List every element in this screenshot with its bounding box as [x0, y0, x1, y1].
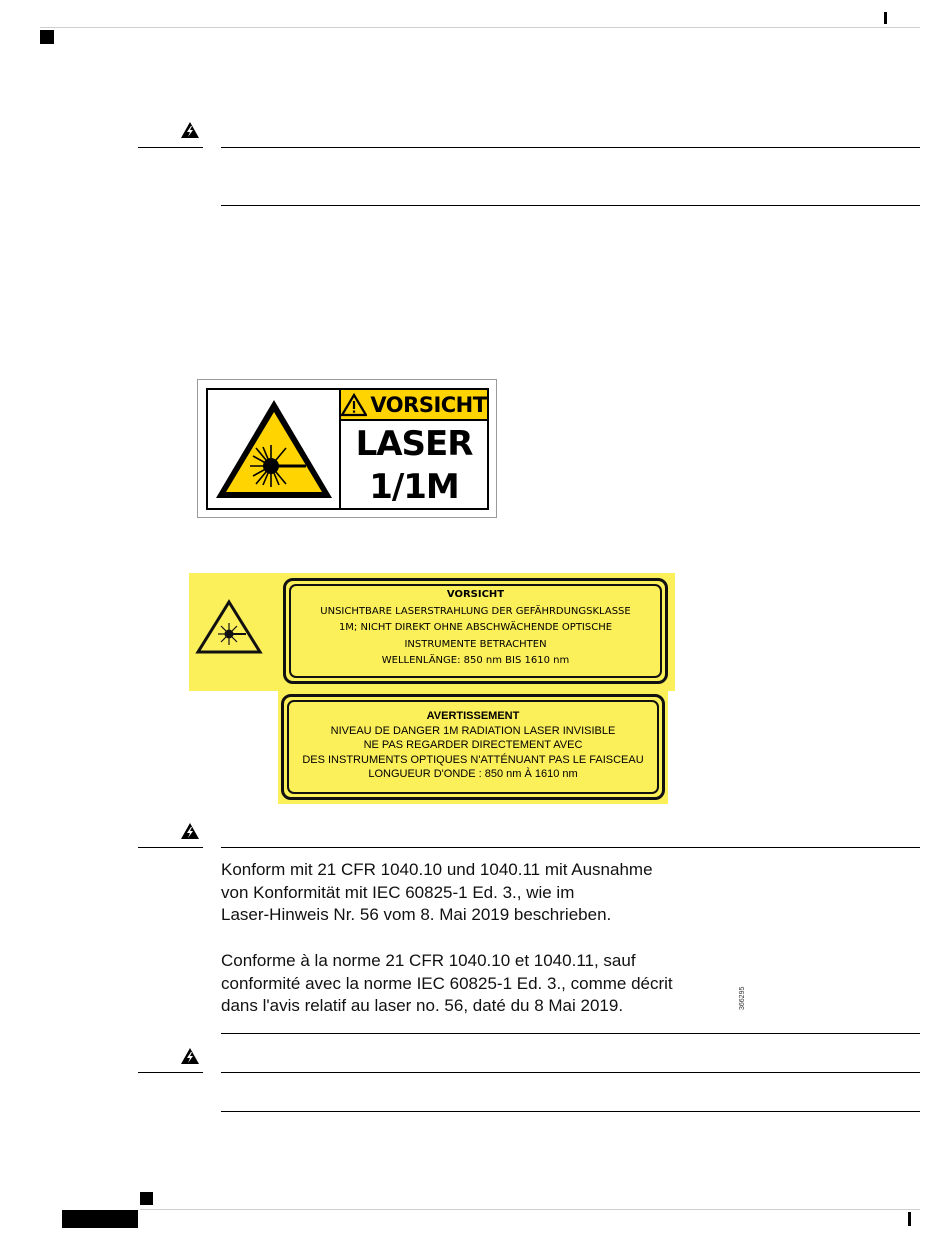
compliance-line: Konform mit 21 CFR 1040.10 und 1040.11 mit Ausnahme: [221, 860, 653, 879]
compliance-line: von Konformität mit IEC 60825-1 Ed. 3., wie im: [221, 882, 575, 902]
warning-lightning-icon: [180, 822, 200, 840]
warning-rule-top: [221, 147, 920, 148]
laser-hazard-icon: [208, 390, 340, 508]
warning-rule-short: [138, 147, 203, 148]
footer-rule: [140, 1209, 920, 1210]
warning-rule-bottom: [221, 1033, 920, 1034]
german-sticker-line: 1M; NICHT DIREKT OHNE ABSCHWÄCHENDE OPTISCHE: [338, 622, 613, 633]
compliance-line: dans l'avis relatif au laser no. 56, daté du 8 Mai 2019.: [221, 996, 624, 1016]
french-sticker-line: DES INSTRUMENTS OPTIQUES N'ATTÉNUANT PAS LE FAISCEAU: [302, 753, 644, 766]
footer-tick: [908, 1212, 911, 1226]
french-sticker-line: NE PAS REGARDER DIRECTEMENT AVEC: [363, 739, 583, 751]
compliance-line: Laser-Hinweis Nr. 56 vom 8. Mai 2019 beschrieben.: [221, 905, 612, 925]
compliance-line: Conforme à la norme 21 CFR 1040.10 et 1040.11, sauf: [221, 951, 636, 970]
warning-rule-top: [221, 1072, 920, 1073]
german-sticker-line: UNSICHTBARE LASERSTRAHLUNG DER GEFÄHRDUNGSKLASSE: [320, 605, 631, 617]
french-sticker-line: NIVEAU DE DANGER 1M RADIATION LASER INVISIBLE: [330, 724, 616, 737]
figure-code: 366295: [739, 986, 746, 1010]
footer-marker: [140, 1192, 153, 1205]
warning-lightning-icon: [180, 1047, 200, 1065]
german-sticker-title: VORSICHT: [446, 589, 505, 600]
german-sticker-text: [289, 587, 662, 670]
footer-tab: [62, 1210, 138, 1228]
warning-rule-short: [138, 847, 203, 848]
warning-rule-short: [138, 1072, 203, 1073]
compliance-text-french: [221, 950, 741, 1018]
warning-rule-bottom: [221, 1111, 920, 1112]
laser-label-header-text: VORSICHT: [370, 392, 487, 417]
warning-rule-top: [221, 847, 920, 848]
header-tick: [884, 12, 887, 24]
warning-rule-bottom: [221, 205, 920, 206]
laser-label-line1: LASER: [355, 424, 473, 464]
compliance-line: conformité avec la norme IEC 60825-1 Ed. 3., comme décrit: [221, 973, 673, 993]
french-sticker-title: AVERTISSEMENT: [426, 710, 520, 722]
laser-label-header: [341, 390, 487, 421]
german-sticker-line: WELLENLÄNGE: 850 nm BIS 1610 nm: [381, 655, 570, 666]
laser-hazard-icon: [194, 598, 264, 656]
caution-triangle-icon: [341, 393, 367, 417]
header-marker: [40, 30, 54, 44]
compliance-text-german: [221, 859, 741, 927]
laser-label-line2: 1/1M: [369, 467, 459, 507]
warning-lightning-icon: [180, 121, 200, 139]
french-sticker-text: [287, 709, 659, 782]
french-sticker-line: LONGUEUR D'ONDE : 850 nm À 1610 nm: [368, 768, 578, 780]
german-sticker-line: INSTRUMENTE BETRACHTEN: [404, 638, 547, 650]
header-rule: [40, 27, 920, 28]
